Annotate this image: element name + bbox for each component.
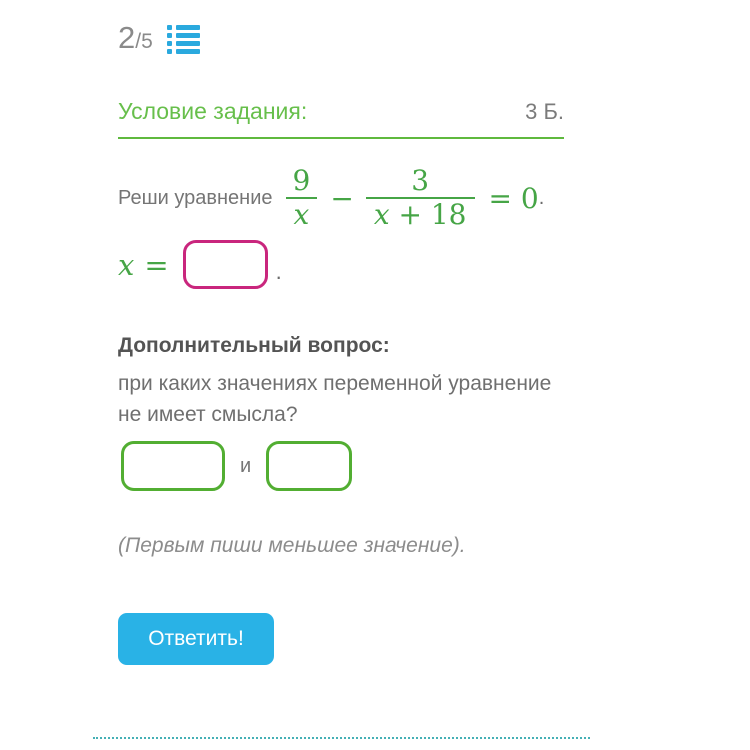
progress-indicator <box>118 20 200 56</box>
fraction-second-numerator: 3 <box>411 163 430 197</box>
task-list-icon-row <box>167 41 200 46</box>
task-list-icon-row <box>167 33 200 38</box>
extra-question-block <box>118 334 580 430</box>
equation-line <box>118 162 544 234</box>
answer-line <box>118 240 282 289</box>
minus-sign: − <box>330 181 354 215</box>
task-list-icon-row <box>167 49 200 54</box>
denominator-variable: x <box>373 198 390 231</box>
excluded-value-input-first[interactable] <box>121 441 225 491</box>
task-prompt: Реши уравнение <box>118 186 273 209</box>
answer-period: . <box>275 258 282 284</box>
equals-sign: = <box>144 247 169 282</box>
excluded-value-input-second[interactable] <box>266 441 352 491</box>
fraction-second-denominator <box>366 197 475 231</box>
fraction-first <box>285 165 319 231</box>
denominator-rest: + 18 <box>389 198 467 231</box>
answer-variable: x <box>118 247 135 282</box>
bottom-dotted-divider <box>93 737 590 739</box>
excluded-values-row <box>121 441 352 491</box>
header-divider <box>118 137 564 139</box>
conjunction-label: и <box>240 454 252 477</box>
equation-result: = 0 <box>488 181 539 215</box>
submit-answer-button[interactable]: Ответить! <box>118 613 274 665</box>
fraction-first-numerator: 9 <box>292 163 311 197</box>
progress-current: 2 <box>118 20 136 55</box>
progress-text <box>118 20 153 56</box>
sentence-period: . <box>538 186 545 209</box>
condition-title: Условие задания: <box>118 98 308 124</box>
task-list-icon-row <box>167 25 200 30</box>
extra-question-title: Дополнительный вопрос: <box>118 334 390 357</box>
progress-total: /5 <box>135 30 153 53</box>
extra-question-text: при каких значениях переменной уравнение не имеет смысла? <box>118 372 552 426</box>
answer-input[interactable] <box>183 240 268 289</box>
points-badge: 3 Б. <box>525 99 564 124</box>
equation <box>285 165 539 231</box>
order-hint-note: (Первым пиши меньшее значение). <box>118 534 466 557</box>
task-list-icon[interactable] <box>167 23 200 54</box>
condition-header <box>118 98 564 125</box>
fraction-first-denominator: x <box>286 197 318 231</box>
fraction-second <box>366 165 475 231</box>
